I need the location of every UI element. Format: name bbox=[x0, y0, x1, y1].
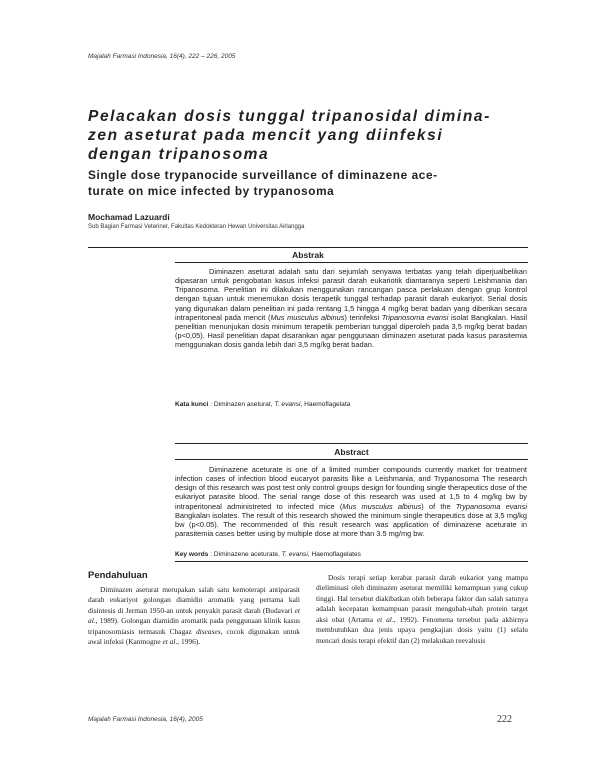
keywords-text: , Haemoflagelates bbox=[307, 551, 361, 558]
abstract-paragraph bbox=[175, 465, 527, 538]
section-heading-pendahuluan: Pendahuluan bbox=[88, 570, 148, 581]
abstrak-text: isolat Bangkalan. Hasil penelitian menunjukan dosis minimum terapetik pemberian tunggal diperoleh pada 3,5 mg/kg berat badan (p<0,05). Hasil penelitian dapat disarankan agar penggunaan diminazen aseturat pada kasus parasitemia menggunakan dosis ganda lebih dari 3,5 mg/kg berat badan. bbox=[175, 312, 528, 350]
abstrak-heading: Abstrak bbox=[292, 250, 324, 260]
abstrak-parasite: Tripanosoma evansi bbox=[381, 312, 449, 322]
abstract-body bbox=[175, 465, 527, 538]
abstrak-keywords bbox=[175, 401, 527, 408]
title-id-line: dengan tripanosoma bbox=[88, 146, 270, 163]
abstrak-body bbox=[175, 267, 527, 349]
author-affiliation: Sub Bagian Farmasi Veteriner, Fakultas Kedokteran Hewan Universitas Airlangga bbox=[88, 224, 305, 230]
body-paragraph bbox=[88, 585, 300, 648]
abstract-end-rule bbox=[175, 561, 528, 562]
abstrak-text: ) terinfeksi bbox=[344, 312, 382, 322]
abstract-parasite: Trypanosoma evansi bbox=[455, 501, 527, 511]
abstract-species: Mus musculus albinus bbox=[342, 501, 422, 511]
abstrak-top-rule bbox=[88, 247, 528, 248]
abstract-text: ) of the bbox=[421, 501, 456, 511]
title-en-line: Single dose trypanocide surveillance of diminazene ace- bbox=[88, 168, 438, 182]
body-italic: diseases bbox=[195, 626, 221, 636]
abstract-top-rule bbox=[175, 443, 528, 444]
journal-header: Majalah Farmasi Indonesia, 16(4), 222 – 226, 2005 bbox=[88, 53, 236, 60]
author-name: Mochamad Lazuardi bbox=[88, 212, 170, 222]
body-italic: et al bbox=[88, 605, 300, 626]
body-italic: et al bbox=[162, 637, 176, 647]
title-id-line: zen aseturat pada mencit yang diinfeksi bbox=[88, 127, 444, 144]
footer-journal: Majalah Farmasi Indonesia, 16(4), 2005 bbox=[88, 716, 203, 723]
keywords-italic: T. evansi bbox=[281, 551, 308, 558]
page-number: 222 bbox=[497, 714, 512, 725]
title-en-line: turate on mice infected by trypanosoma bbox=[88, 184, 335, 198]
abstract-text: Diminazene aceturate is one of a limited number compounds currently market for treatment infection cases of infection blood eucaryot parasits llike a Leishmania, and Trypanosoma The research design of this research was post test only control groups design for founding single therapeutics dose of the eukariyot parasite blood. The serial range dose of this research was used at 1,5 to 4 mg/kg bw by intraperitoneal administreted to infected mice ( bbox=[175, 465, 527, 511]
body-column-left bbox=[88, 585, 300, 648]
keywords-text: : Diminazene aceturate, bbox=[208, 551, 282, 558]
keywords-italic: T. evansi bbox=[274, 401, 301, 408]
body-text: Diminazen aseturat merupakan salah satu kemoterapi antiparasit darah eukariyot golongan diamidin aromatik yang pertama kali disintesis di Jerman 1950-an untuk penyakit parasit darah (Budavari bbox=[88, 585, 300, 615]
abstrak-species: Mus musculus albinus bbox=[270, 312, 345, 322]
abstrak-paragraph bbox=[175, 267, 527, 349]
body-text: ., 1992). Fenomena tersebut pada akhirnya membutuhkan dua jenis upaya pengkajian dosis yaitu (1) selalu mencari dosis terapi efektif dan (2) melakukan reevalusis bbox=[316, 614, 529, 645]
abstrak-text: Diminazen aseturat adalah satu dari sejumlah senyawa terbatas yang telah diperjualbelikan dipasaran untuk pengobatan kasus infeksi parasit darah eukariotik diantaranya seperti Leishmania dan Tripanosoma. Penelitian ini dilakukan menggunakan rancangan pasca perlakuan dengan grup kontrol dengan tujuan untuk menemukan dosis terapetik tunggal terhadap parasit darah eukariyot. Serial dosis yang digunakan dalam penelitian ini pada rentang 1,5 hingga 4 mg/kg berat badan yang diberikan secara intraperitoneal pada mencit ( bbox=[175, 267, 527, 322]
abstract-heading: Abstract bbox=[334, 447, 369, 457]
abstract-text: Bangkalan isolates. The result of this research showed the minimum single therapeutics dose at 3,5 mg/kg bw (p<0.05). The recommended of this result research was application of diminazene aceturate in parasitemia cases better using by multiple dose at more than 3.5 mg/mg bw. bbox=[175, 510, 527, 539]
article-title-indonesian bbox=[88, 107, 528, 164]
keywords-label: Kata kunci bbox=[175, 401, 209, 408]
abstrak-bottom-rule bbox=[175, 262, 528, 263]
body-text: ., 1996). bbox=[175, 637, 201, 647]
article-title-english bbox=[88, 167, 528, 199]
keywords-text: , Haemoflagelata bbox=[300, 401, 351, 408]
keywords-text: : Diminazen aseturat, bbox=[208, 401, 275, 408]
title-id-line: Pelacakan dosis tunggal tripanosidal dimina- bbox=[88, 108, 491, 125]
body-column-right bbox=[316, 573, 528, 646]
body-text: , cocok digunakan untuk awal infeksi (Kanmogne bbox=[88, 626, 300, 647]
body-text: ., 1989). Golongan diamidin aromatik pada penggunaan klinik kasus tripanosomiasis termasuk Chagaz bbox=[88, 616, 300, 636]
body-paragraph bbox=[316, 573, 528, 646]
body-text: Dosis terapi setiap kerabat parasit darah eukariot yang mampu dieliminasi oleh diminazen aseturat memiliki kemampuan yang cukup tinggi. Hal tersebut diakibatkan oleh beberapa faktor dan salah satunya adalah kecepatan kemampuan parasit mengubah-ubah protein target aksi obat (Artama bbox=[316, 573, 528, 624]
abstract-keywords bbox=[175, 551, 527, 558]
keywords-label: Key words bbox=[175, 551, 209, 558]
abstract-bottom-rule bbox=[175, 459, 528, 460]
body-italic: et al bbox=[376, 614, 392, 624]
